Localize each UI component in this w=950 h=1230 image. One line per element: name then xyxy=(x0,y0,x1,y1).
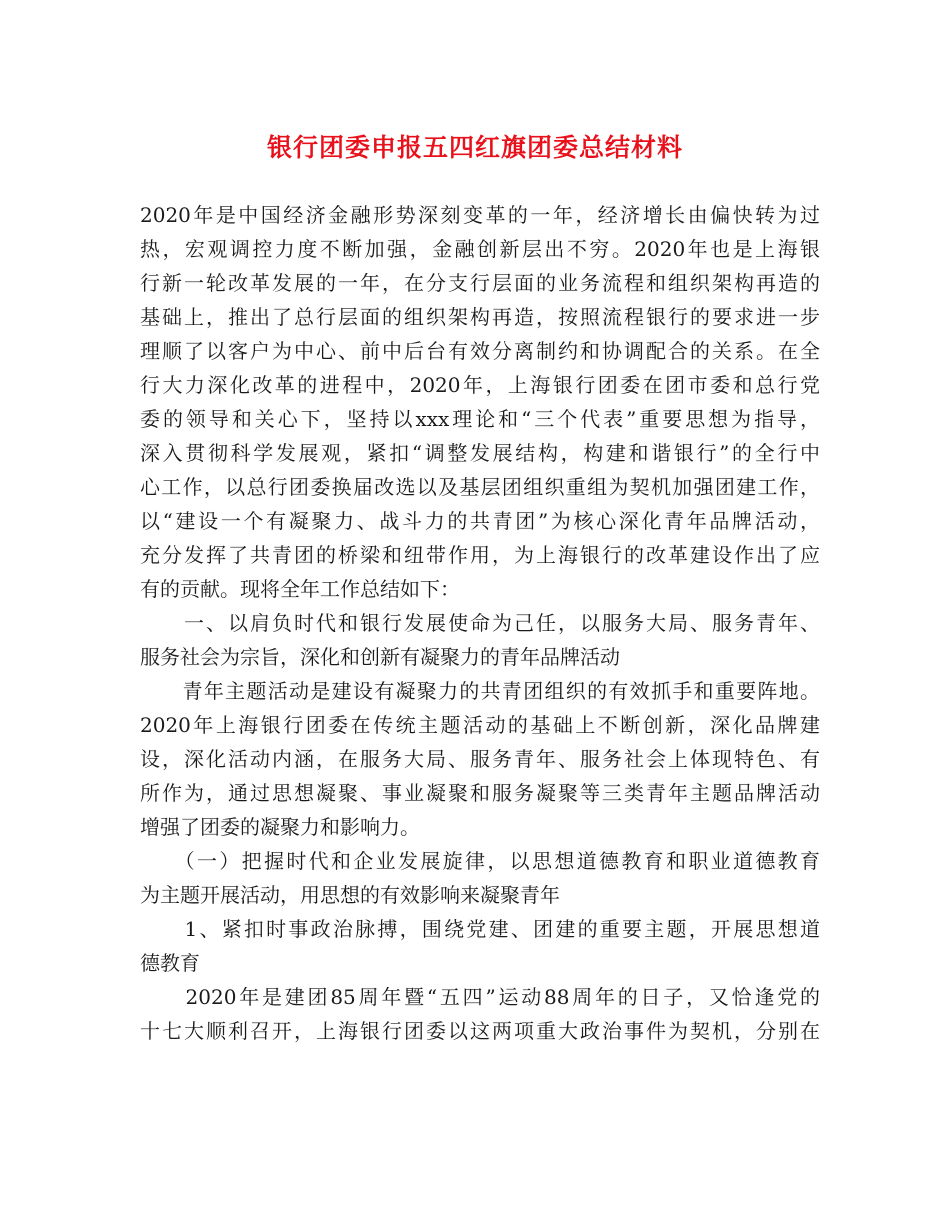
subsection-heading-line: 为主题开展活动，用思想的有效影响来凝聚青年 xyxy=(140,883,560,907)
body-line: 2020年上海银行团委在传统主题活动的基础上不断创新，深化品牌建 xyxy=(140,713,820,737)
body-line: 充分发挥了共青团的桥梁和纽带作用，为上海银行的改革建设作出了应 xyxy=(140,543,820,567)
item-heading-line: 1、紧扣时事政治脉搏，围绕党建、团建的重要主题，开展思想道 xyxy=(140,917,820,941)
body-line: 基础上，推出了总行层面的组织架构再造，按照流程银行的要求进一步 xyxy=(140,305,820,329)
body-line: 行大力深化改革的进程中，2020年，上海银行团委在团市委和总行党 xyxy=(140,373,820,397)
body-line: 有的贡献。现将全年工作总结如下： xyxy=(140,577,460,601)
section-heading-line: 服务社会为宗旨，深化和创新有凝聚力的青年品牌活动 xyxy=(140,645,620,669)
body-line: 心工作，以总行团委换届改选以及基层团组织重组为契机加强团建工作， xyxy=(140,475,820,499)
body-line: 理顺了以客户为中心、前中后台有效分离制约和协调配合的关系。在全 xyxy=(140,339,820,363)
body-line: 热，宏观调控力度不断加强，金融创新层出不穷。2020年也是上海银 xyxy=(140,237,820,261)
body-line: 所作为，通过思想凝聚、事业凝聚和服务凝聚等三类青年主题品牌活动 xyxy=(140,781,820,805)
body-line: 以“建设一个有凝聚力、战斗力的共青团”为核心深化青年品牌活动， xyxy=(140,509,820,533)
body-line: 十七大顺利召开，上海银行团委以这两项重大政治事件为契机，分别在 xyxy=(140,1019,820,1043)
document-title: 银行团委申报五四红旗团委总结材料 xyxy=(266,133,683,162)
section-heading-line: 一、以肩负时代和银行发展使命为己任，以服务大局、服务青年、 xyxy=(140,611,820,635)
body-line: 青年主题活动是建设有凝聚力的共青团组织的有效抓手和重要阵地。 xyxy=(140,679,820,703)
subsection-heading-line: （一）把握时代和企业发展旋律，以思想道德教育和职业道德教育 xyxy=(140,849,820,873)
body-line: 设，深化活动内涵，在服务大局、服务青年、服务社会上体现特色、有 xyxy=(140,747,820,771)
body-line: 深入贯彻科学发展观，紧扣“调整发展结构，构建和谐银行”的全行中 xyxy=(140,441,820,465)
body-line: 委的领导和关心下，坚持以xxx理论和“三个代表”重要思想为指导， xyxy=(140,407,820,431)
body-line: 行新一轮改革发展的一年，在分支行层面的业务流程和组织架构再造的 xyxy=(140,271,820,295)
item-heading-line: 德教育 xyxy=(140,951,200,975)
body-line: 增强了团委的凝聚力和影响力。 xyxy=(140,815,420,839)
body-line: 2020年是中国经济金融形势深刻变革的一年，经济增长由偏快转为过 xyxy=(140,203,820,227)
body-line: 2020年是建团85周年暨“五四”运动88周年的日子，又恰逢党的 xyxy=(140,985,820,1009)
